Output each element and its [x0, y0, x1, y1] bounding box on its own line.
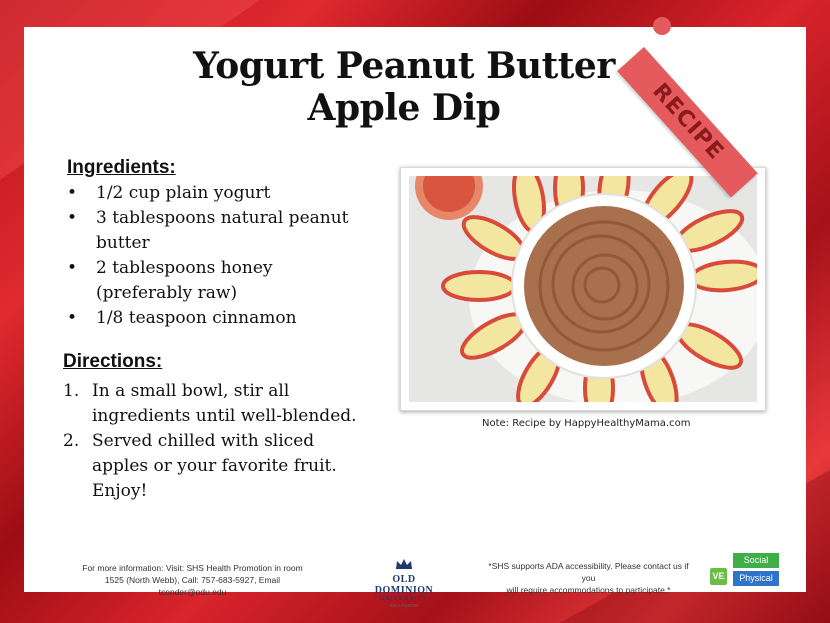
ingredient-line: 1/8 teaspoon cinnamon — [96, 308, 297, 328]
logo-tagline: IDEA FUSION — [389, 603, 419, 608]
recipe-card — [24, 27, 806, 608]
recipe-ribbon: RECIPE — [617, 47, 758, 197]
odu-logo — [364, 555, 444, 608]
direction-line: Served chilled with sliced — [92, 431, 315, 451]
ingredients-heading: Ingredients: — [67, 157, 176, 178]
photo-illustration — [409, 176, 757, 402]
step-number: 2. — [63, 431, 80, 451]
ada-notice — [486, 560, 691, 596]
contact-line-1: For more information: Visit: SHS Health Promotion in room — [82, 563, 303, 573]
ada-line-2: will require accommodations to participate.* — [506, 585, 671, 595]
title-line-2: Apple Dip — [307, 87, 501, 129]
ingredient-line: 1/2 cup plain yogurt — [96, 183, 271, 203]
bullet-icon: • — [67, 308, 78, 328]
physical-tag: Physical — [733, 571, 779, 586]
apple-dip-photo-icon — [409, 176, 757, 402]
title-line-1: Yogurt Peanut Butter — [193, 45, 615, 87]
directions-list — [63, 379, 383, 504]
logo-name: OLD DOMINION — [374, 574, 434, 596]
ingredient-item — [67, 256, 367, 306]
bullet-icon: • — [67, 208, 78, 228]
bullet-icon: • — [67, 258, 78, 278]
ingredient-line: 2 tablespoons honey — [96, 258, 273, 278]
direction-line: ingredients until well-blended. — [92, 406, 357, 426]
step-number: 1. — [63, 381, 80, 401]
contact-info — [70, 562, 315, 598]
direction-line: In a small bowl, stir all — [92, 381, 290, 401]
ingredient-line: butter — [96, 233, 150, 253]
ingredient-item — [67, 206, 367, 256]
ingredient-line: (preferably raw) — [96, 283, 238, 303]
social-tag: Social — [733, 553, 779, 568]
directions-heading: Directions: — [63, 351, 163, 372]
crown-icon — [395, 558, 413, 570]
ve-badge: VE — [710, 568, 727, 585]
direction-line: apples or your favorite fruit. — [92, 456, 337, 476]
ingredient-item — [67, 306, 367, 331]
direction-step — [63, 429, 383, 504]
ingredient-item — [67, 181, 367, 206]
bullet-icon: • — [67, 183, 78, 203]
contact-line-2: 1525 (North Webb), Call: 757-683-5927, Email tconder@odu.edu — [104, 575, 281, 597]
ribbon-knob — [653, 17, 671, 35]
ingredients-list — [67, 181, 367, 331]
direction-step — [63, 379, 383, 429]
ada-line-1: *SHS supports ADA accessibility. Please contact us if you — [488, 561, 689, 583]
recipe-source-note: Note: Recipe by HappyHealthyMama.com — [482, 418, 691, 429]
logo-sub: UNIVERSITY — [379, 596, 428, 602]
direction-line: Enjoy! — [92, 481, 148, 501]
recipe-photo — [400, 167, 766, 411]
ingredient-line: 3 tablespoons natural peanut — [96, 208, 349, 228]
